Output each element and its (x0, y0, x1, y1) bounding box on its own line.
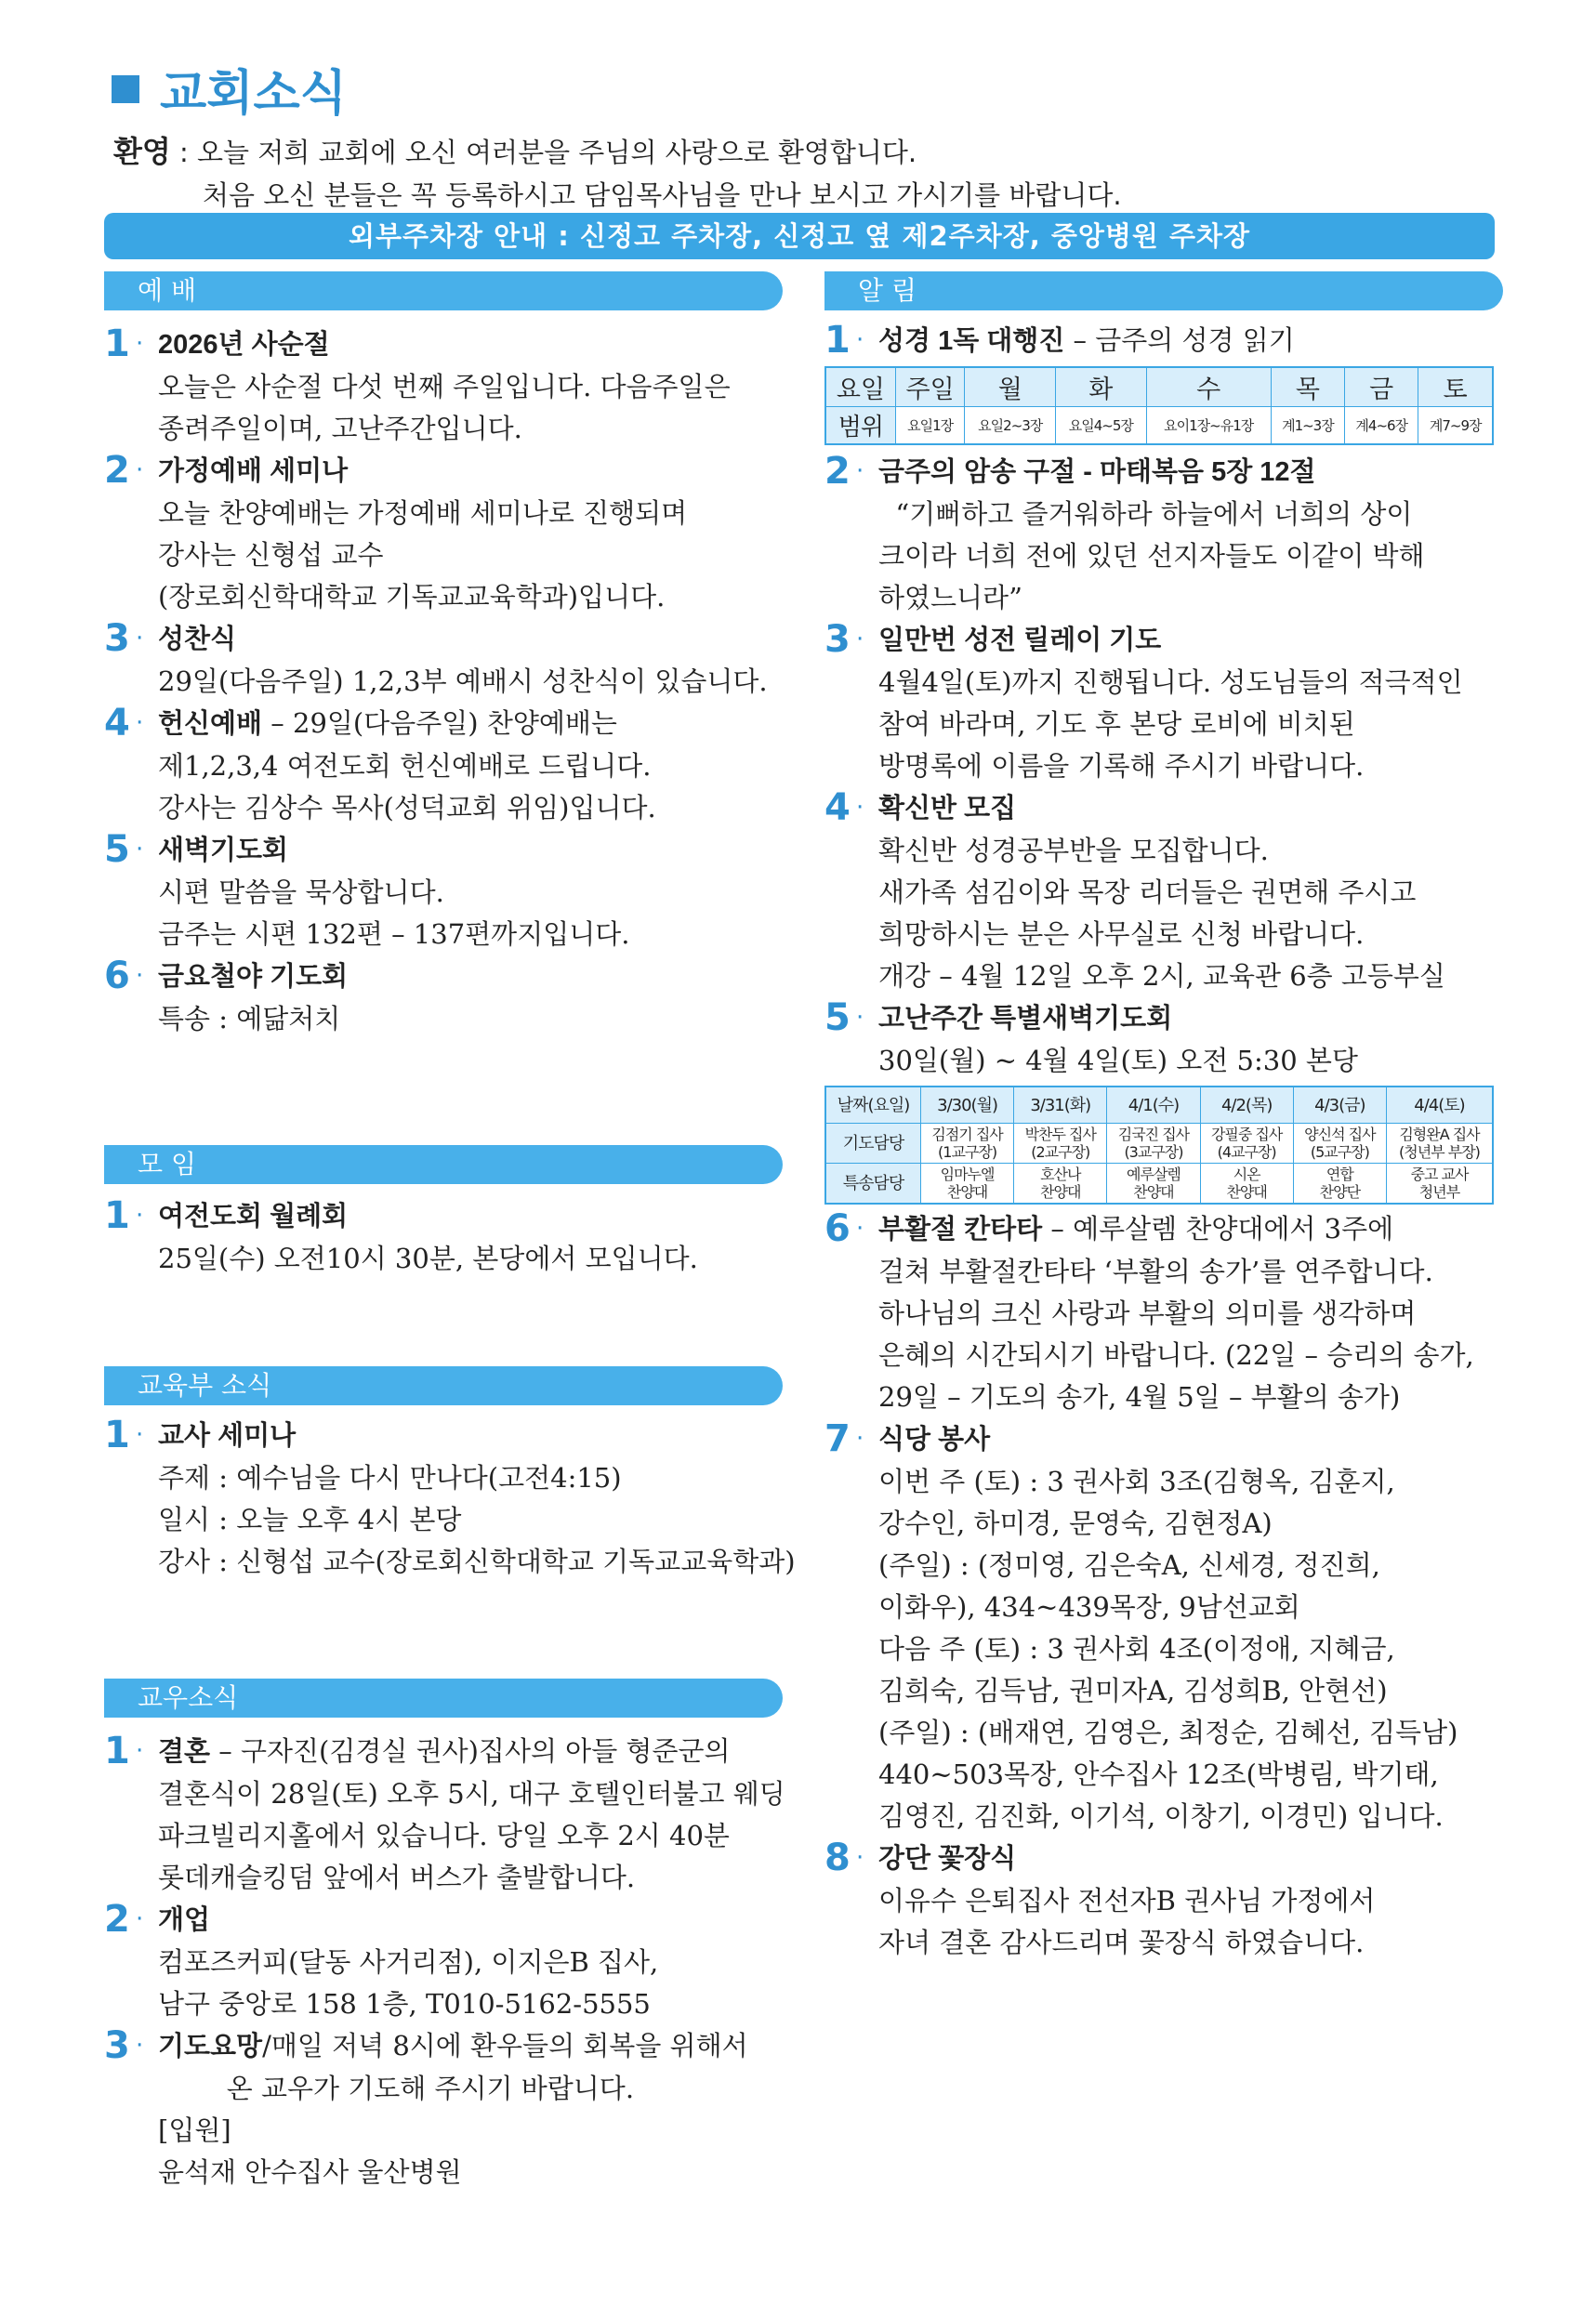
list-item (824, 787, 1503, 997)
item-line: 30일(월) ~ 4월 4일(토) 오전 5:30 본당 (878, 1045, 1358, 1076)
item-number: 6 (104, 955, 130, 997)
item-line: (주일) : (정미영, 김은숙A, 신세경, 정진희, (878, 1549, 1380, 1581)
table-cell: 금 (1345, 367, 1418, 407)
bible-reading-table (824, 366, 1494, 445)
table-cell: 4/2(목) (1200, 1087, 1293, 1124)
item-heading (158, 450, 783, 493)
item-body (158, 998, 783, 1040)
item-line: 파크빌리지홀에서 있습니다. 당일 오후 2시 40분 (158, 1820, 730, 1851)
item-heading (878, 451, 1503, 494)
table-cell: 날짜(요일) (825, 1087, 920, 1124)
item-number: 4 (824, 786, 851, 829)
section-bar-fellowship: 교우소식 (104, 1679, 783, 1718)
item-title-rest: – 29일(다음주일) 찬양예배는 (262, 707, 617, 739)
table-cell (1107, 1164, 1200, 1205)
item-line: (주일) : (배재연, 김영은, 최정순, 김혜선, 김득남) (878, 1717, 1458, 1748)
item-number: 3 (104, 617, 130, 660)
item-body (158, 366, 783, 450)
item-line: 김영진, 김진화, 이기석, 이창기, 이경민) 입니다. (878, 1800, 1444, 1832)
bullet-dot-icon: · (136, 836, 144, 863)
bullet-dot-icon: · (136, 1202, 144, 1230)
table-cell: 요일2~3장 (965, 407, 1056, 445)
table-cell: 4/3(금) (1293, 1087, 1386, 1124)
item-number: 1 (104, 1194, 130, 1237)
item-line: 컴포즈커피(달동 사거리점), 이지은B 집사, (158, 1946, 659, 1978)
item-line: 25일(수) 오전10시 30분, 본당에서 모입니다. (158, 1243, 698, 1274)
item-title: 새벽기도회 (158, 836, 289, 865)
item-body (878, 494, 1503, 619)
item-line: 이화우), 434~439목장, 9남선교회 (878, 1591, 1300, 1623)
page-title: 교회소식 (112, 54, 347, 124)
item-number: 7 (824, 1417, 851, 1460)
list-item (104, 955, 783, 1040)
item-line: 강사는 김상수 목사(성덕교회 위임)입니다. (158, 792, 656, 823)
item-line: 440~503목장, 안수집사 12조(박병림, 박기태, (878, 1758, 1439, 1790)
list-item (104, 1899, 783, 2025)
item-body (158, 1457, 796, 1583)
item-body (878, 1880, 1503, 1964)
item-title-rest: – 예루살렘 찬양대에서 3주에 (1042, 1213, 1394, 1245)
bullet-dot-icon: · (136, 1421, 144, 1449)
item-heading (158, 703, 783, 745)
item-body (878, 830, 1503, 997)
item-line: 29일 – 기도의 송가, 4월 5일 – 부활의 송가) (878, 1381, 1401, 1413)
welcome-label: 환영 (113, 134, 171, 169)
table-cell: 요일1장 (895, 407, 965, 445)
table-cell: 계4~6장 (1345, 407, 1418, 445)
item-line: 하나님의 크신 사랑과 부활의 의미를 생각하며 (878, 1297, 1417, 1329)
table-cell: 월 (965, 367, 1056, 407)
item-heading (158, 1899, 783, 1942)
section-bar-education: 교육부 소식 (104, 1366, 783, 1405)
table-cell (1386, 1164, 1493, 1205)
bullet-dot-icon: · (856, 1844, 864, 1872)
table-cell: 수 (1146, 367, 1271, 407)
bullet-dot-icon: · (856, 1004, 864, 1032)
section-bar-worship: 예 배 (104, 271, 783, 310)
item-line: 결혼식이 28일(토) 오후 5시, 대구 호텔인터불고 웨딩 (158, 1778, 785, 1810)
cell-line: (청년부 부장) (1399, 1143, 1480, 1161)
table-cell (1293, 1164, 1386, 1205)
list-item (104, 829, 783, 955)
item-number: 3 (824, 618, 851, 661)
table-cell: 주일 (895, 367, 965, 407)
cell-line: 청년부 (1418, 1183, 1460, 1201)
item-title: 금요철야 기도회 (158, 962, 349, 992)
fellowship-list (104, 1731, 783, 2193)
item-body (158, 1773, 783, 1899)
table-cell (1386, 1124, 1493, 1164)
cell-line: 찬양단 (1319, 1183, 1361, 1201)
fellowship-section (104, 1679, 783, 2193)
list-item (824, 1837, 1503, 1964)
item-line: 롯데캐슬킹덤 앞에서 버스가 출발합니다. (158, 1862, 636, 1893)
item-title: 가정예배 세미나 (158, 456, 349, 486)
notice-item-1: 1 · 성경 1독 대행진 – 금주의 성경 읽기 (824, 319, 1295, 362)
list-item (824, 619, 1503, 787)
cell-line: 찬양대 (1040, 1183, 1081, 1201)
item-title: 개업 (158, 1905, 211, 1935)
item-heading (878, 787, 1503, 830)
table-cell: 기도담당 (825, 1124, 920, 1164)
item-body (158, 661, 783, 703)
item-line: 시편 말씀을 묵상합니다. (158, 876, 444, 908)
list-item (824, 1208, 1503, 1418)
item-title: 부활절 칸타타 (878, 1215, 1043, 1245)
item-number: 5 (104, 828, 130, 871)
bullet-dot-icon: · (136, 2032, 144, 2060)
item-title: 식당 봉사 (878, 1425, 991, 1455)
table-cell: 3/31(화) (1014, 1087, 1107, 1124)
cell-line: 찬양대 (1133, 1183, 1174, 1201)
cell-line: 임마누엘 (940, 1166, 995, 1183)
list-item (824, 451, 1503, 619)
item-heading (878, 997, 1503, 1040)
table-cell (1200, 1164, 1293, 1205)
table-row (825, 1164, 1493, 1205)
right-column (824, 271, 1503, 1964)
table-cell: 4/4(토) (1386, 1087, 1493, 1124)
meeting-list (104, 1195, 783, 1280)
item-line: 특송 : 예닮처치 (158, 1003, 341, 1034)
bullet-dot-icon: · (856, 626, 864, 653)
item-heading (158, 829, 783, 872)
cell-line: 김국진 집사 (1117, 1126, 1190, 1143)
cell-line: 김형완A 집사 (1399, 1126, 1480, 1143)
item-line: 이번 주 (토) : 3 권사회 3조(김형옥, 김훈지, (878, 1466, 1395, 1497)
list-item (104, 2025, 783, 2193)
table-cell (1200, 1124, 1293, 1164)
bullet-dot-icon: · (856, 457, 864, 485)
item-title-rest: – 구자진(김경실 권사)집사의 아들 형준군의 (210, 1735, 731, 1767)
cell-line: (2교구장) (1031, 1143, 1090, 1161)
table-cell: 요일4~5장 (1056, 407, 1147, 445)
list-item (104, 1414, 796, 1583)
worship-list (104, 323, 783, 1040)
cell-line: (4교구장) (1217, 1143, 1276, 1161)
list-item (104, 1731, 783, 1899)
item-line: 4월4일(토)까지 진행됩니다. 성도님들의 적극적인 (878, 666, 1463, 698)
bullet-dot-icon: · (856, 1215, 864, 1243)
item-title: 강단 꽃장식 (878, 1844, 1017, 1874)
item-title: 고난주간 특별새벽기도회 (878, 1004, 1173, 1034)
cell-line: 예루살렘 (1127, 1166, 1181, 1183)
list-item (104, 450, 783, 618)
item-line: [입원] (158, 2114, 231, 2146)
item-title: 헌신예배 (158, 709, 263, 739)
table-cell: 화 (1056, 367, 1147, 407)
item-number: 2 (104, 1898, 130, 1941)
item-heading (158, 323, 783, 366)
item-number: 4 (104, 702, 130, 744)
bullet-dot-icon: · (136, 962, 144, 990)
cell-line: 연합 (1326, 1166, 1353, 1183)
item-title: 2026년 사순절 (158, 330, 330, 360)
item-body (158, 2068, 783, 2193)
cell-line: 김점기 집사 (931, 1126, 1003, 1143)
table-cell (1014, 1164, 1107, 1205)
item-line: 이유수 은퇴집사 전선자B 권사님 가정에서 (878, 1885, 1376, 1916)
item-title: 성찬식 (158, 625, 237, 654)
item-line: (장로회신학대학교 기독교교육학과)입니다. (158, 581, 666, 612)
item-line: 걸쳐 부활절칸타타 ‘부활의 송가’를 연주합니다. (878, 1256, 1433, 1287)
table-cell: 3/30(월) (920, 1087, 1013, 1124)
cell-line: (1교구장) (938, 1143, 997, 1161)
cell-line: (5교구장) (1310, 1143, 1369, 1161)
item-body (878, 662, 1503, 787)
item-line: 온 교우가 기도해 주시기 바랍니다. (158, 2073, 635, 2104)
bullet-dot-icon: · (136, 456, 144, 484)
item-line: 하였느니라” (878, 582, 1022, 613)
item-line: 29일(다음주일) 1,2,3부 예배시 성찬식이 있습니다. (158, 665, 768, 697)
list-item (104, 618, 783, 703)
prayer-schedule-table (824, 1086, 1494, 1205)
table-row (825, 367, 1493, 407)
item-number: 3 (104, 2024, 130, 2067)
item-heading (158, 1731, 783, 1773)
item-body (878, 1461, 1503, 1837)
cell-line: 박찬두 집사 (1024, 1126, 1096, 1143)
item-number: 1 (104, 1730, 130, 1772)
item-heading (158, 618, 783, 661)
notice-list-continued (824, 1208, 1503, 1964)
item-line: 남구 중앙로 158 1층, T010-5162-5555 (158, 1988, 651, 2020)
table-cell: 토 (1418, 367, 1493, 407)
bullet-dot-icon: · (136, 1905, 144, 1933)
item-line: “기뻐하고 즐거워하라 하늘에서 너희의 상이 (878, 498, 1413, 530)
bullet-dot-icon: · (136, 1737, 144, 1765)
bullet-dot-icon: · (856, 1425, 864, 1453)
item-line: 참여 바라며, 기도 후 본당 로비에 비치된 (878, 708, 1355, 740)
item-body (878, 1040, 1503, 1082)
item-heading (878, 1208, 1503, 1251)
left-column (104, 271, 783, 1040)
table-cell: 목 (1271, 367, 1344, 407)
cell-line: 중고 교사 (1410, 1166, 1469, 1183)
item-line: 윤석재 안수집사 울산병원 (158, 2156, 462, 2188)
item-heading (158, 1195, 783, 1238)
item-title: 확신반 모집 (878, 794, 1017, 823)
table-cell: 요이1장~유1장 (1146, 407, 1271, 445)
item-title-rest: /매일 저녁 8시에 환우들의 회복을 위해서 (262, 2030, 748, 2061)
item-title: 여전도회 월례회 (158, 1202, 349, 1232)
item-line: 오늘은 사순절 다섯 번째 주일입니다. 다음주일은 (158, 371, 731, 402)
cell-line: 찬양대 (946, 1183, 988, 1201)
section-bar-meeting: 모 임 (104, 1145, 783, 1184)
item-line: 강사 : 신형섭 교수(장로회신학대학교 기독교교육학과) (158, 1546, 796, 1577)
cell-line: 양신석 집사 (1304, 1126, 1376, 1143)
item-body (158, 872, 783, 955)
item-line: 오늘 찬양예배는 가정예배 세미나로 진행되며 (158, 497, 688, 529)
item-line: 금주는 시편 132편 – 137편까지입니다. (158, 918, 630, 950)
item-line: 강사는 신형섭 교수 (158, 539, 384, 571)
item-number: 1 (104, 1414, 130, 1456)
cell-line: (3교구장) (1124, 1143, 1183, 1161)
table-row (825, 1087, 1493, 1124)
item-line: 강수인, 하미경, 문영숙, 김현정A) (878, 1508, 1273, 1539)
item-line: 종려주일이며, 고난주간입니다. (158, 413, 522, 444)
item-number: 5 (824, 996, 851, 1039)
item-line: 다음 주 (토) : 3 권사회 4조(이정애, 지혜금, (878, 1633, 1395, 1665)
item-line: 제1,2,3,4 여전도회 헌신예배로 드립니다. (158, 750, 652, 782)
item-number: 2 (104, 449, 130, 492)
item-heading (158, 1415, 783, 1457)
list-item (824, 1418, 1503, 1837)
parking-banner: 외부주차장 안내 : 신정고 주차장, 신정고 옆 제2주차장, 중앙병원 주차장 (104, 213, 1495, 259)
item-line: 방명록에 이름을 기록해 주시기 바랍니다. (878, 750, 1365, 782)
cell-line: 찬양대 (1226, 1183, 1267, 1201)
table-row (825, 1124, 1493, 1164)
item-line: 새가족 섬김이와 목장 리더들은 권면해 주시고 (878, 876, 1417, 908)
table-cell (1293, 1124, 1386, 1164)
table-cell: 4/1(수) (1107, 1087, 1200, 1124)
item-heading (878, 619, 1503, 662)
bullet-dot-icon: · (136, 709, 144, 737)
item-heading (158, 2025, 783, 2068)
item-line: 확신반 성경공부반을 모집합니다. (878, 835, 1269, 866)
square-bullet-icon (112, 75, 139, 103)
list-item (104, 703, 783, 829)
table-cell: 계7~9장 (1418, 407, 1493, 445)
item-number: 8 (824, 1837, 851, 1879)
item-line: 크이라 너희 전에 있던 선지자들도 이같이 박해 (878, 540, 1425, 572)
notice-list (824, 451, 1503, 1082)
item-line: 자녀 결혼 감사드리며 꽃장식 하였습니다. (878, 1927, 1365, 1958)
item-line: 주제 : 예수님을 다시 만나다(고전4:15) (158, 1462, 622, 1494)
item-line: 개강 – 4월 12일 오후 2시, 교육관 6층 고등부실 (878, 960, 1445, 992)
education-section (104, 1366, 796, 1583)
item-body (158, 1238, 783, 1280)
bullet-dot-icon: · (136, 625, 144, 652)
bullet-dot-icon: · (136, 330, 144, 358)
table-cell (920, 1164, 1013, 1205)
item-body (158, 745, 783, 829)
table-cell: 요일 (825, 367, 895, 407)
cell-line: 시온 (1233, 1166, 1260, 1183)
item-title: 일만번 성전 릴레이 기도 (878, 626, 1162, 655)
cell-line: 강필중 집사 (1210, 1126, 1283, 1143)
meeting-section (104, 1145, 783, 1280)
list-item (104, 323, 783, 450)
bullet-dot-icon: · (856, 794, 864, 822)
item-title: 결혼 (158, 1737, 211, 1767)
item-body (158, 1942, 783, 2025)
item-title: 금주의 암송 구절 - 마태복음 5장 12절 (878, 457, 1316, 487)
welcome-text: 환영 : 오늘 저희 교회에 오신 여러분을 주님의 사랑으로 환영합니다. 처음 오신 분들은 꼭 등록하시고 담임목사님을 만나 보시고 가시기를 바랍니다. (113, 134, 1122, 211)
item-line: 희망하시는 분은 사무실로 신청 바랍니다. (878, 918, 1365, 950)
item-body (878, 1251, 1503, 1418)
item-heading (158, 955, 783, 998)
item-line: 일시 : 오늘 오후 4시 본당 (158, 1504, 462, 1535)
section-bar-notices: 알 림 (824, 271, 1503, 310)
list-item (104, 1195, 783, 1280)
list-item (824, 997, 1503, 1082)
item-line: 은혜의 시간되시기 바랍니다. (22일 – 승리의 송가, (878, 1339, 1474, 1371)
item-number: 1 (104, 323, 130, 365)
table-cell: 특송담당 (825, 1164, 920, 1205)
table-cell (1107, 1124, 1200, 1164)
item-heading (878, 1837, 1503, 1880)
education-list (104, 1414, 796, 1583)
item-title: 기도요망 (158, 2032, 263, 2061)
table-cell: 계1~3장 (1271, 407, 1344, 445)
item-heading (878, 1418, 1503, 1461)
item-line: 김희숙, 김득남, 권미자A, 김성희B, 안현선) (878, 1675, 1388, 1706)
table-cell (1014, 1124, 1107, 1164)
item-number: 2 (824, 450, 851, 493)
cell-line: 호산나 (1040, 1166, 1081, 1183)
item-number: 6 (824, 1207, 851, 1250)
table-row (825, 407, 1493, 445)
table-cell (920, 1124, 1013, 1164)
item-body (158, 493, 783, 618)
table-cell: 범위 (825, 407, 895, 445)
item-title: 교사 세미나 (158, 1421, 297, 1451)
